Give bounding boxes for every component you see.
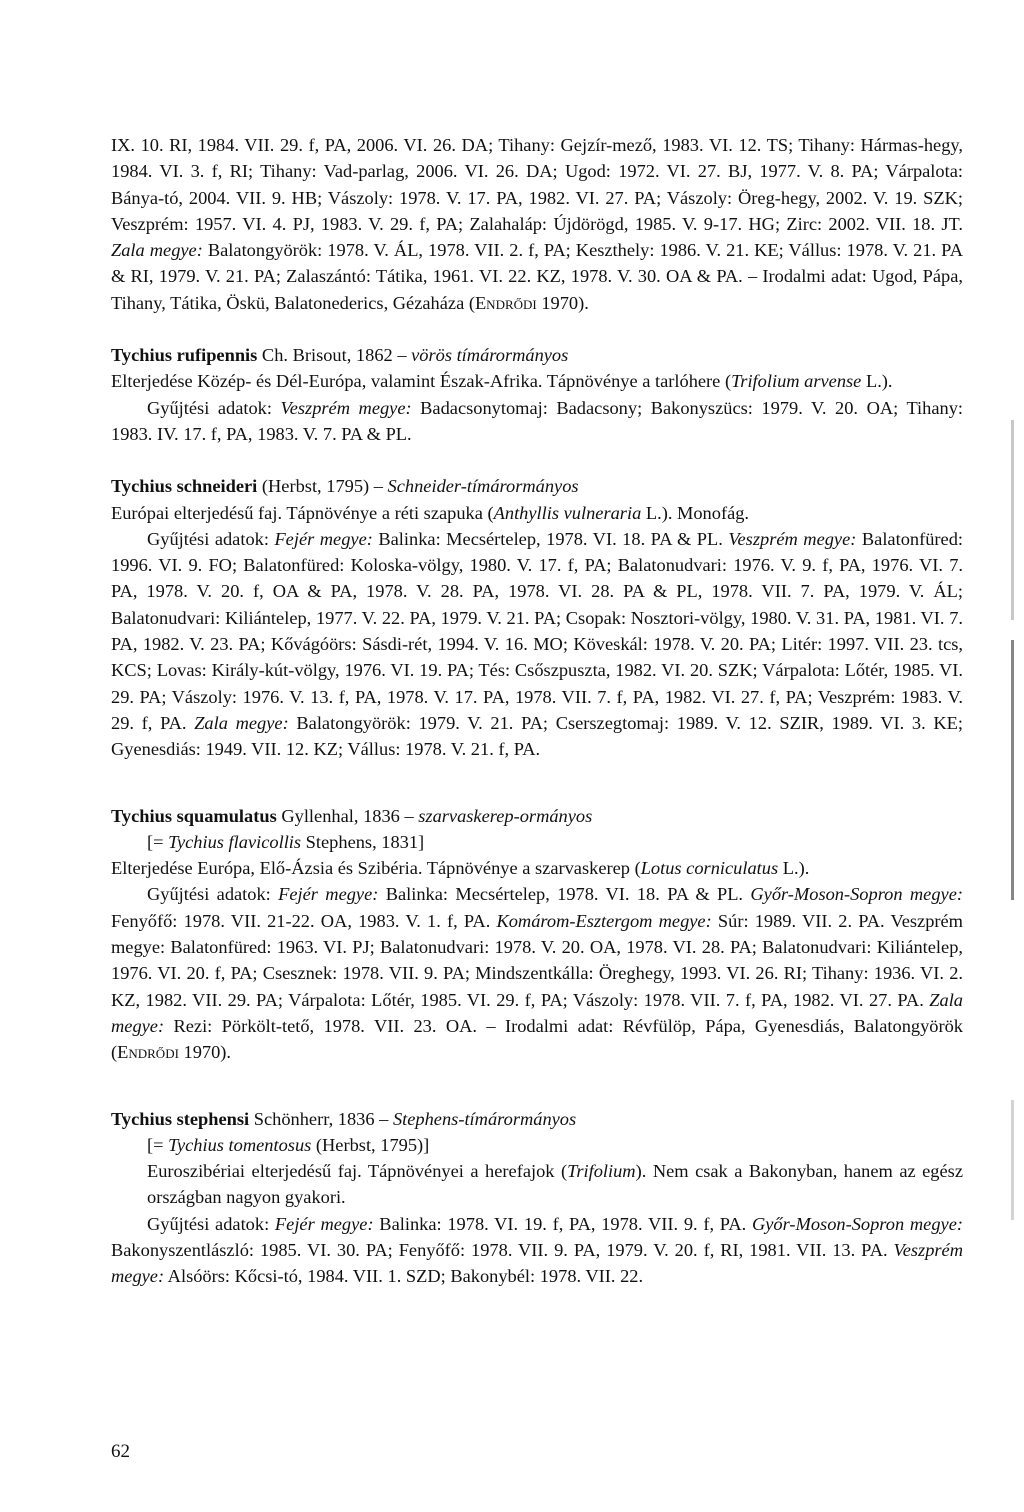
species-heading: [111, 1106, 963, 1132]
species-heading: [111, 803, 963, 829]
synonym-close: (Herbst, 1795)]: [311, 1134, 430, 1155]
records-county: Győr-Moson-Sopron megye:: [750, 884, 963, 905]
records-county: Veszprém megye:: [728, 528, 857, 549]
synonym-open: [=: [147, 831, 169, 852]
page-body: [111, 132, 963, 1290]
records: [111, 881, 963, 1065]
records-county: Komárom-Esztergom megye:: [496, 910, 712, 931]
scan-edge-mark: [1011, 640, 1014, 900]
records-text: Badacsonytomaj: Badacsony; Bakonyszücs: 1979. V. 20. OA; Tihany: 1983. IV. 17. f, PA, 1983. V. 7. PA & PL.: [111, 397, 963, 444]
records-county: Fejér megye:: [274, 528, 373, 549]
synonym-open: [=: [147, 1134, 169, 1155]
records-text-end: 1970).: [178, 1042, 232, 1063]
intro-county: Zala megye:: [111, 240, 203, 261]
synonym: [111, 829, 963, 855]
intro-text2: Balatongyörök: 1978. V. ÁL, 1978. VII. 2. f, PA; Keszthely: 1986. V. 21. KE; Vállus: 1978. V. 21. PA & RI, 1979. V. 21. PA; Zalaszántó: Tátika, 1961. VI. 22. KZ, 1978. V. 30. OA & PA. – Irodalmi adat: Ugod, Pápa, Tihany, Tátika, Öskü, Balatonederics, Gézaháza (: [111, 240, 963, 313]
records-county: Győr-Moson-Sopron megye:: [751, 1213, 963, 1234]
species-name: Tychius rufipennis: [111, 345, 258, 366]
host-plant: Lotus corniculatus: [640, 858, 779, 879]
records-text: Balatonfüred: 1996. VI. 9. FO; Balatonfüred: Koloska-völgy, 1980. V. 17. f, PA; Balatonudvari: 1976. V. 9. f, PA, 1976. VI. 7. PA, 1978. V. 20. f, OA & PA, 1978. V. 28. PA, 1978. VI. 28. PA & PL, 1978. VII. 7. PA, 1979. V. ÁL; Balatonudvari: Kiliántelep, 1977. V. 22. PA, 1979. V. 21. PA; Csopak: Nosztori-völgy, 1980. V. 31. PA, 1981. VI. 7. PA, 1982. V. 23. PA; Kővágóörs: Sásdi-rét, 1994. V. 16. MO; Köveskál: 1978. V. 20. PA; Litér: 1997. VII. 23. tcs, KCS; Lovas: Király-kút-völgy, 1976. VI. 19. PA; Tés: Csőszpuszta, 1982. VI. 20. SZK; Várpalota: Lőtér, 1985. VI. 29. PA; Vászoly: 1976. V. 13. f, PA, 1978. V. 17. PA, 1978. VII. 7. f, PA, 1982. VI. 27. f, PA; Veszprém: 1983. V. 29. f, PA.: [111, 528, 964, 733]
records-text: Súr: 1989. VII. 2. PA. Veszprém megye: Balatonfüred: 1963. VI. PJ; Balatonudvari: 1978. V. 20. OA, 1978. VI. 28. PA; Balatonudvari: Kiliántelep, 1976. VI. 20. f, PA; Csesznek: 1978. VII. 9. PA; Mindszentkálla: Öreghegy, 1993. VI. 26. RI; Tihany: 1936. VI. 2. KZ, 1982. VII. 29. PA; Várpalota: Lőtér, 1985. VI. 29. f, PA; Vászoly: 1978. VII. 7. f, PA, 1982. VI. 27. PA.: [111, 910, 963, 1010]
species-name: Tychius stephensi: [111, 1108, 250, 1129]
species-author: (Herbst, 1795) –: [257, 476, 388, 497]
records: [111, 395, 963, 448]
synonym-name: Tychius tomentosus: [168, 1134, 312, 1155]
records-county: Veszprém megye:: [280, 397, 412, 418]
species-vernacular: szarvaskerep-ormányos: [418, 805, 593, 826]
distribution-end: L.). Monofág.: [641, 502, 750, 523]
distribution-text: Elterjedése Európa, Elő-Ázsia és Szibéria. Tápnövénye a szarvaskerep (: [111, 858, 641, 879]
distribution: [111, 855, 963, 881]
distribution: [111, 368, 963, 394]
species-heading: [111, 342, 963, 368]
records-label: Gyűjtési adatok:: [147, 528, 275, 549]
synonym: [111, 1132, 963, 1158]
species-name: Tychius schneideri: [111, 476, 258, 497]
host-plant: Trifolium: [567, 1161, 636, 1182]
records-label: Gyűjtési adatok:: [147, 1213, 275, 1234]
species-author: Gyllenhal, 1836 –: [276, 805, 419, 826]
synonym-close: Stephens, 1831]: [301, 831, 425, 852]
intro-text: IX. 10. RI, 1984. VII. 29. f, PA, 2006. VI. 26. DA; Tihany: Gejzír-mező, 1983. VI. 12. TS; Tihany: Hármas-hegy, 1984. VI. 3. f, RI; Tihany: Vad-parlag, 2006. VI. 26. DA; Ugod: 1972. VI. 27. BJ, 1977. V. 8. PA; Várpalota: Bánya-tó, 2004. VII. 9. HB; Vászoly: 1978. V. 17. PA, 1982. VI. 27. PA; Vászoly: Öreg-hegy, 2002. V. 19. SZK; Veszprém: 1957. VI. 4. PJ, 1983. V. 29. f, PA; Zalahaláp: Újdörögd, 1985. V. 9-17. HG; Zirc: 2002. VII. 18. JT.: [111, 135, 963, 234]
distribution-end: L.).: [778, 858, 810, 879]
distribution-end: ). Nem csak a Bakonyban, hanem az egész országban nagyon gyakori.: [147, 1161, 963, 1208]
species-vernacular: Stephens-tímárormányos: [392, 1108, 577, 1129]
records-text: Bakonyszentlászló: 1985. VI. 30. PA; Fenyőfő: 1978. VII. 9. PA, 1979. V. 20. f, RI, 1981. VII. 13. PA.: [111, 1239, 894, 1260]
distribution-text: Elterjedése Közép- és Dél-Európa, valamint Észak-Afrika. Tápnövénye a tarlóhere (: [111, 371, 732, 392]
species-heading: [111, 473, 963, 499]
scan-edge-mark: [1011, 420, 1014, 620]
species-entry-stephensi: [111, 1106, 963, 1290]
records: [111, 526, 963, 763]
host-plant: Trifolium arvense: [731, 371, 862, 392]
distribution: [111, 500, 963, 526]
records-text: Balinka: Mecsértelep, 1978. VI. 18. PA & PL.: [378, 884, 751, 905]
species-entry-schneideri: [111, 473, 963, 762]
records-county: Veszprém megye:: [111, 1239, 963, 1287]
intro-text3: 1970).: [536, 292, 589, 313]
distribution: [111, 1158, 963, 1211]
intro-citation: Endrődi: [474, 292, 537, 313]
records-text: Fenyőfő: 1978. VII. 21-22. OA, 1983. V. 1. f, PA.: [111, 910, 497, 931]
species-author: Schönherr, 1836 –: [249, 1108, 393, 1129]
records-text: Balinka: 1978. VI. 19. f, PA, 1978. VII. 9. f, PA.: [373, 1213, 752, 1234]
records-label: Gyűjtési adatok:: [147, 397, 281, 418]
species-vernacular: vörös tímárormányos: [411, 345, 569, 366]
continued-records: [111, 132, 963, 316]
records-county: Zala megye:: [111, 989, 963, 1036]
records-text: Balinka: Mecsértelep, 1978. VI. 18. PA & PL.: [372, 528, 729, 549]
citation: Endrődi: [117, 1042, 179, 1063]
records-county: Fejér megye:: [274, 1213, 374, 1234]
records-label: Gyűjtési adatok:: [147, 884, 279, 905]
synonym-name: Tychius flavicollis: [168, 831, 302, 852]
records-county: Fejér megye:: [278, 884, 379, 905]
host-plant: Anthyllis vulneraria: [493, 502, 642, 523]
records: [111, 1211, 963, 1290]
records-text: Balatongyörök: 1979. V. 21. PA; Cserszegtomaj: 1989. V. 12. SZIR, 1989. VI. 3. KE; Gyenesdiás: 1949. VII. 12. KZ; Vállus: 1978. V. 21. f, PA.: [111, 712, 964, 760]
species-entry-squamulatus: [111, 803, 963, 1066]
records-county: Zala megye:: [194, 712, 289, 733]
distribution-end: L.).: [861, 371, 893, 392]
scan-edge-mark: [1011, 1100, 1014, 1220]
distribution-text: Európai elterjedésű faj. Tápnövénye a réti szapuka (: [111, 502, 494, 523]
species-name: Tychius squamulatus: [111, 805, 277, 826]
species-vernacular: Schneider-tímárormányos: [387, 476, 579, 497]
records-text: Alsóörs: Kőcsi-tó, 1984. VII. 1. SZD; Bakonybél: 1978. VII. 22.: [164, 1266, 644, 1287]
species-entry-rufipennis: [111, 342, 963, 447]
species-author: Ch. Brisout, 1862 –: [257, 345, 412, 366]
distribution-text: Euroszibériai elterjedésű faj. Tápnövényei a herefajok (: [147, 1161, 568, 1182]
page-number: 62: [111, 1441, 130, 1462]
records-text: Rezi: Pörkölt-tető, 1978. VII. 23. OA. – Irodalmi adat: Révfülöp, Pápa, Gyenesdiás, Balatongyörök (: [111, 1015, 963, 1063]
